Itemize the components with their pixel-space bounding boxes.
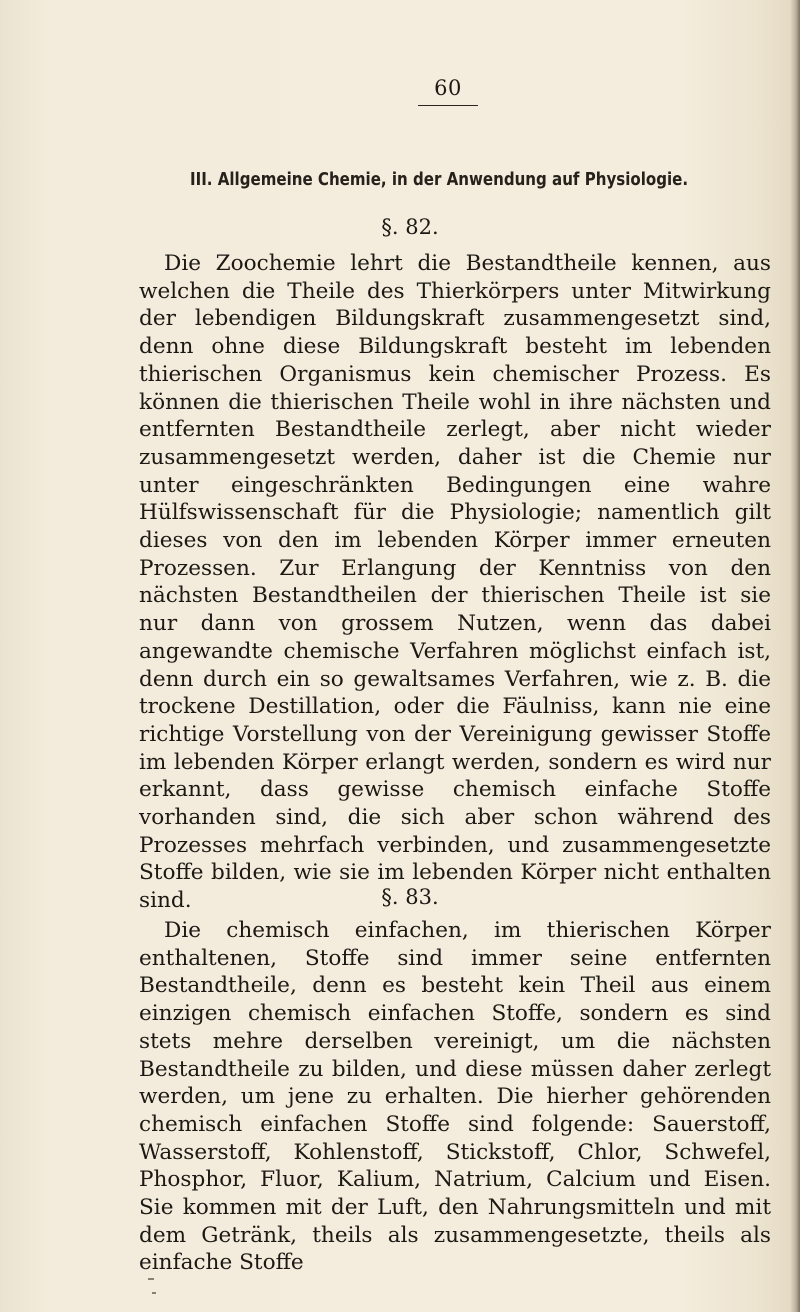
- margin-mark: [148, 1278, 154, 1280]
- paragraph-number-82: §. 82.: [381, 215, 439, 239]
- paragraph-83-text: Die chemisch einfachen, im thierischen Körper enthaltenen, Stoffe sind immer seine entfernten Bestandtheile, denn es besteht kein Theil aus einem einzigen chemisch einfachen Stoffe, sondern es sind stets mehre derselben vereinigt, um die nächsten Bestandtheile zu bilden, und diese müssen daher zerlegt werden, um jene zu erhalten. Die hierher gehörenden chemisch einfachen Stoffe sind folgende: Sauerstoff, Wasserstoff, Kohlenstoff, Stickstoff, Chlor, Schwefel, Phosphor, Fluor, Kalium, Natrium, Calcium und Eisen. Sie kommen mit der Luft, den Nahrungsmitteln und mit dem Getränk, theils als zusammengesetzte, theils als einfache Stoffe: [139, 918, 771, 1276]
- paragraph-82-text: Die Zoochemie lehrt die Bestandtheile kennen, aus welchen die Theile des Thierkörpers unter Mitwirkung der lebendigen Bildungskraft zusammengesetzt sind, denn ohne diese Bildungskraft besteht im lebenden thierischen Organismus kein chemischer Prozess. Es können die thierischen Theile wohl in ihre nächsten und entfernten Bestandtheile zerlegt, aber nicht wieder zusammengesetzt werden, daher ist die Chemie nur unter eingeschränkten Bedingungen eine wahre Hülfswissenschaft für die Physiologie; namentlich gilt dieses von den im lebenden Körper immer erneuten Prozessen. Zur Erlangung der Kenntniss von den nächsten Bestandtheilen der thierischen Theile ist sie nur dann von grossem Nutzen, wenn das dabei angewandte chemische Verfahren möglichst einfach ist, denn durch ein so gewaltsames Verfahren, wie z. B. die trockene Destillation, oder die Fäulniss, kann nie eine richtige Vorstellung von der Vereinigung gewisser Stoffe im lebenden Körper erlangt werden, sondern es wird nur erkannt, dass gewisse chemisch einfache Stoffe vorhanden sind, die sich aber schon während des Prozesses mehrfach verbinden, und zusammengesetzte Stoffe bilden, wie sie im lebenden Körper nicht enthalten sind.: [139, 251, 771, 914]
- paragraph-number-83: §. 83.: [381, 885, 439, 909]
- section-heading: III. Allgemeine Chemie, in der Anwendung auf Physiologie.: [190, 170, 689, 190]
- margin-mark: [152, 1292, 156, 1294]
- page-edge-shadow: [790, 0, 800, 1312]
- page-number: 60: [418, 76, 478, 106]
